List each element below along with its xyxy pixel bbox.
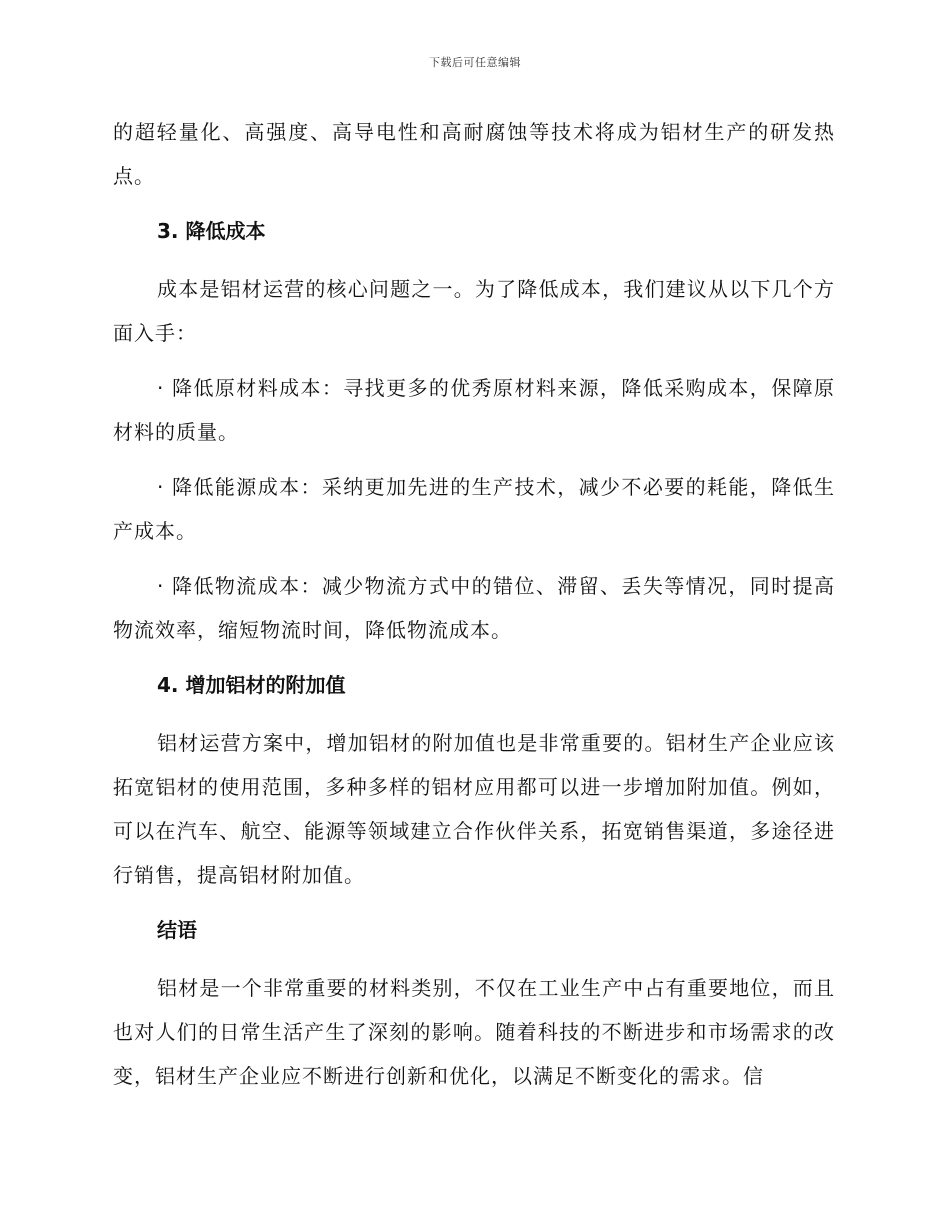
- section-4-paragraph: 铝材运营方案中，增加铝材的附加值也是非常重要的。铝材生产企业应该拓宽铝材的使用范围，多种多样的铝材应用都可以进一步增加附加值。例如，可以在汽车、航空、能源等领域建立合作伙伴关系，拓宽销售渠道，多途径进行销售，提高铝材附加值。: [113, 731, 835, 887]
- conclusion-heading: 结语: [157, 918, 197, 942]
- conclusion-paragraph: 铝材是一个非常重要的材料类别，不仅在工业生产中占有重要地位，而且也对人们的日常生活产生了深刻的影响。随着科技的不断进步和市场需求的改变，铝材生产企业应不断进行创新和优化，以满足不断变化的需求。信: [113, 976, 835, 1088]
- section-3-heading: 3. 降低成本: [157, 219, 266, 243]
- paragraph-intro-tail: 的超轻量化、高强度、高导电性和高耐腐蚀等技术将成为铝材生产的研发热点。: [113, 120, 835, 188]
- section-4-heading: 4. 增加铝材的附加值: [157, 673, 346, 697]
- bullet-energy-cost: · 降低能源成本：采纳更加先进的生产技术，减少不必要的耗能，降低生产成本。: [113, 475, 835, 543]
- document-body: [113, 110, 835, 1109]
- bullet-logistics-cost: · 降低物流成本：减少物流方式中的错位、滞留、丢失等情况，同时提高物流效率，缩短物流时间，降低物流成本。: [113, 574, 835, 642]
- bullet-raw-material-cost: · 降低原材料成本：寻找更多的优秀原材料来源，降低采购成本，保障原材料的质量。: [113, 376, 835, 444]
- section-3-intro: 成本是铝材运营的核心问题之一。为了降低成本，我们建议从以下几个方面入手：: [113, 277, 835, 345]
- page-header-note: 下载后可任意编辑: [429, 56, 521, 69]
